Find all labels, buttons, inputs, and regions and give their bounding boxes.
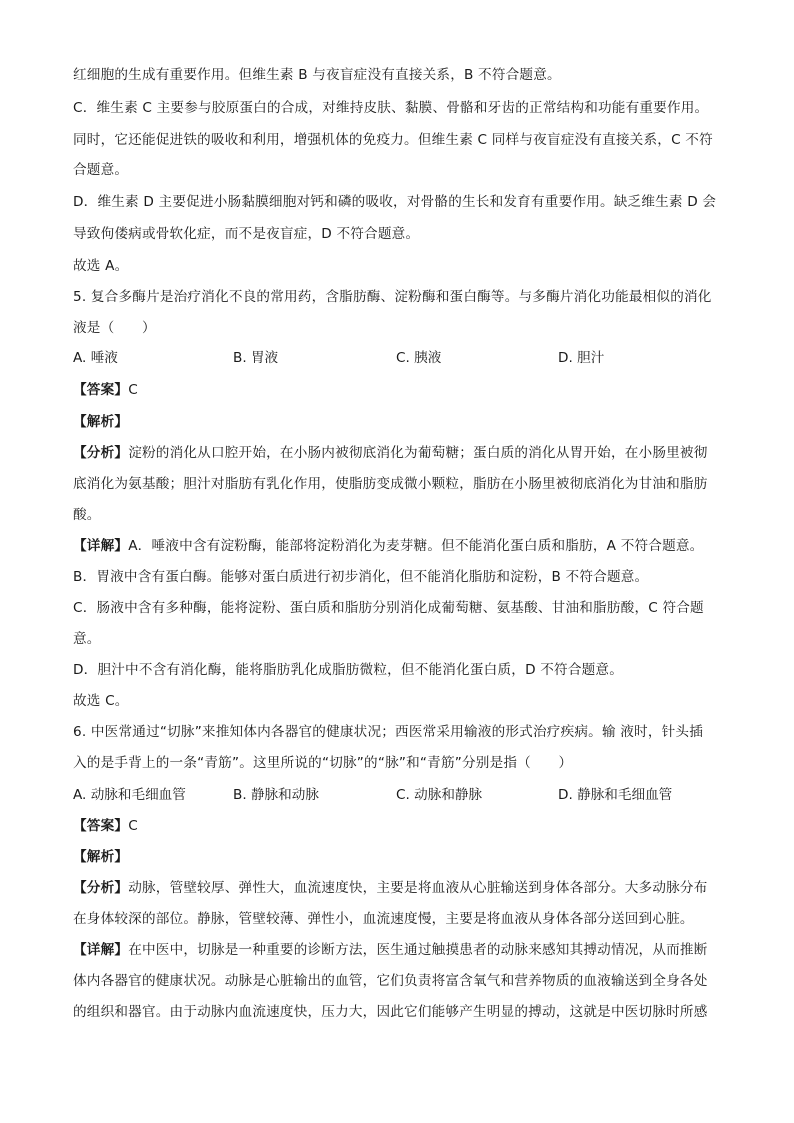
fenxi-tag: 【分析】 <box>73 880 129 896</box>
text-line: 在身体较深的部位。静脉，管壁较薄、弹性小，血流速度慢，主要是将血液从身体各部分送回到心脏。 <box>73 911 694 927</box>
analysis-tag: 【解析】 <box>73 414 129 430</box>
question-6-stem: 6. 中医常通过“切脉”来推知体内各器官的健康状况；西医常采用输液的形式治疗疾病。输 液时，针头插 <box>73 724 704 740</box>
text-line: 酸。 <box>73 507 101 523</box>
question-6-analysis-heading <box>73 847 733 867</box>
question-5-analysis-heading <box>73 412 733 432</box>
question-6-option-a: A. 动脉和毛细血管 <box>73 787 186 803</box>
analysis-tag: 【解析】 <box>73 849 129 865</box>
answer-tag: 【答案】 <box>73 382 129 398</box>
question-5-option-b: B. 胃液 <box>233 350 279 366</box>
question-6-fenxi <box>73 878 733 898</box>
question-5-stem-cont: 液是（ ） <box>73 320 156 336</box>
answer-tag: 【答案】 <box>73 818 129 834</box>
text-line: 意。 <box>73 631 101 647</box>
text-line: 故选 C。 <box>73 693 129 709</box>
question-5-xiangjie <box>73 536 733 556</box>
text-line: D．维生素 D 主要促进小肠黏膜细胞对钙和磷的吸收，对骨骼的生长和发育有重要作用。缺乏维生素 D 会 <box>73 194 717 210</box>
question-5-option-a: A. 唾液 <box>73 350 118 366</box>
text-line: 底消化为氨基酸；胆汁对脂肪有乳化作用，使脂肪变成微小颗粒，脂肪在小肠里被彻底消化为甘油和脂肪 <box>73 476 708 492</box>
text-line: D．胆汁中不含有消化酶，能将脂肪乳化成脂肪微粒，但不能消化蛋白质，D 不符合题意。 <box>73 662 624 678</box>
xiangjie-tag: 【详解】 <box>73 942 129 958</box>
question-5-stem: 5. 复合多酶片是治疗消化不良的常用药，含脂肪酶、淀粉酶和蛋白酶等。与多酶片消化功能最相似的消化 <box>73 289 712 305</box>
fenxi-tag: 【分析】 <box>73 445 129 461</box>
question-5-option-c: C. 胰液 <box>396 350 442 366</box>
text-line: 体内各器官的健康状况。动脉是心脏输出的血管，它们负责将富含氧气和营养物质的血液输送到全身各处 <box>73 973 708 989</box>
text-line: 故选 A。 <box>73 258 129 274</box>
question-6-option-b: B. 静脉和动脉 <box>233 787 319 803</box>
question-6-xiangjie <box>73 940 733 960</box>
text-line: 同时，它还能促进铁的吸收和利用，增强机体的免疫力。但维生素 C 同样与夜盲症没有直接关系，C 不符 <box>73 132 713 148</box>
text-line: 合题意。 <box>73 162 129 178</box>
text-line: C．肠液中含有多种酶，能将淀粉、蛋白质和脂肪分别消化成葡萄糖、氨基酸、甘油和脂肪酸，C 符合题 <box>73 600 704 616</box>
question-6-option-d: D. 静脉和毛细血管 <box>558 787 673 803</box>
xiangjie-text: 在中医中，切脉是一种重要的诊断方法，医生通过触摸患者的动脉来感知其搏动情况，从而推断 <box>128 942 708 958</box>
xiangjie-tag: 【详解】 <box>73 538 129 554</box>
question-5-answer <box>73 380 733 400</box>
answer-value: C <box>128 382 138 398</box>
text-line: 的组织和器官。由于动脉内血流速度快，压力大，因此它们能够产生明显的搏动，这就是中医切脉时所感 <box>73 1004 708 1020</box>
question-5-option-d: D. 胆汁 <box>558 350 605 366</box>
fenxi-text: 淀粉的消化从口腔开始，在小肠内被彻底消化为葡萄糖；蛋白质的消化从胃开始，在小肠里被彻 <box>128 445 708 461</box>
question-5-fenxi <box>73 443 733 463</box>
text-line: 红细胞的生成有重要作用。但维生素 B 与夜盲症没有直接关系，B 不符合题意。 <box>73 67 561 83</box>
text-line: B．胃液中含有蛋白酶。能够对蛋白质进行初步消化，但不能消化脂肪和淀粉，B 不符合题意。 <box>73 569 649 585</box>
text-line: 导致佝偻病或骨软化症，而不是夜盲症，D 不符合题意。 <box>73 226 420 242</box>
question-6-answer <box>73 816 733 836</box>
xiangjie-text: A．唾液中含有淀粉酶，能部将淀粉消化为麦芽糖。但不能消化蛋白质和脂肪，A 不符合题意。 <box>128 538 704 554</box>
answer-value: C <box>128 818 138 834</box>
question-6-stem-cont: 入的是手背上的一条“青筋”。这里所说的“切脉”的“脉”和“青筋”分别是指（ ） <box>73 755 573 771</box>
fenxi-text: 动脉，管壁较厚、弹性大，血流速度快，主要是将血液从心脏输送到身体各部分。大多动脉分布 <box>128 880 708 896</box>
text-line: C．维生素 C 主要参与胶原蛋白的合成，对维持皮肤、黏膜、骨骼和牙齿的正常结构和功能有重要作用。 <box>73 100 709 116</box>
question-6-option-c: C. 动脉和静脉 <box>396 787 483 803</box>
